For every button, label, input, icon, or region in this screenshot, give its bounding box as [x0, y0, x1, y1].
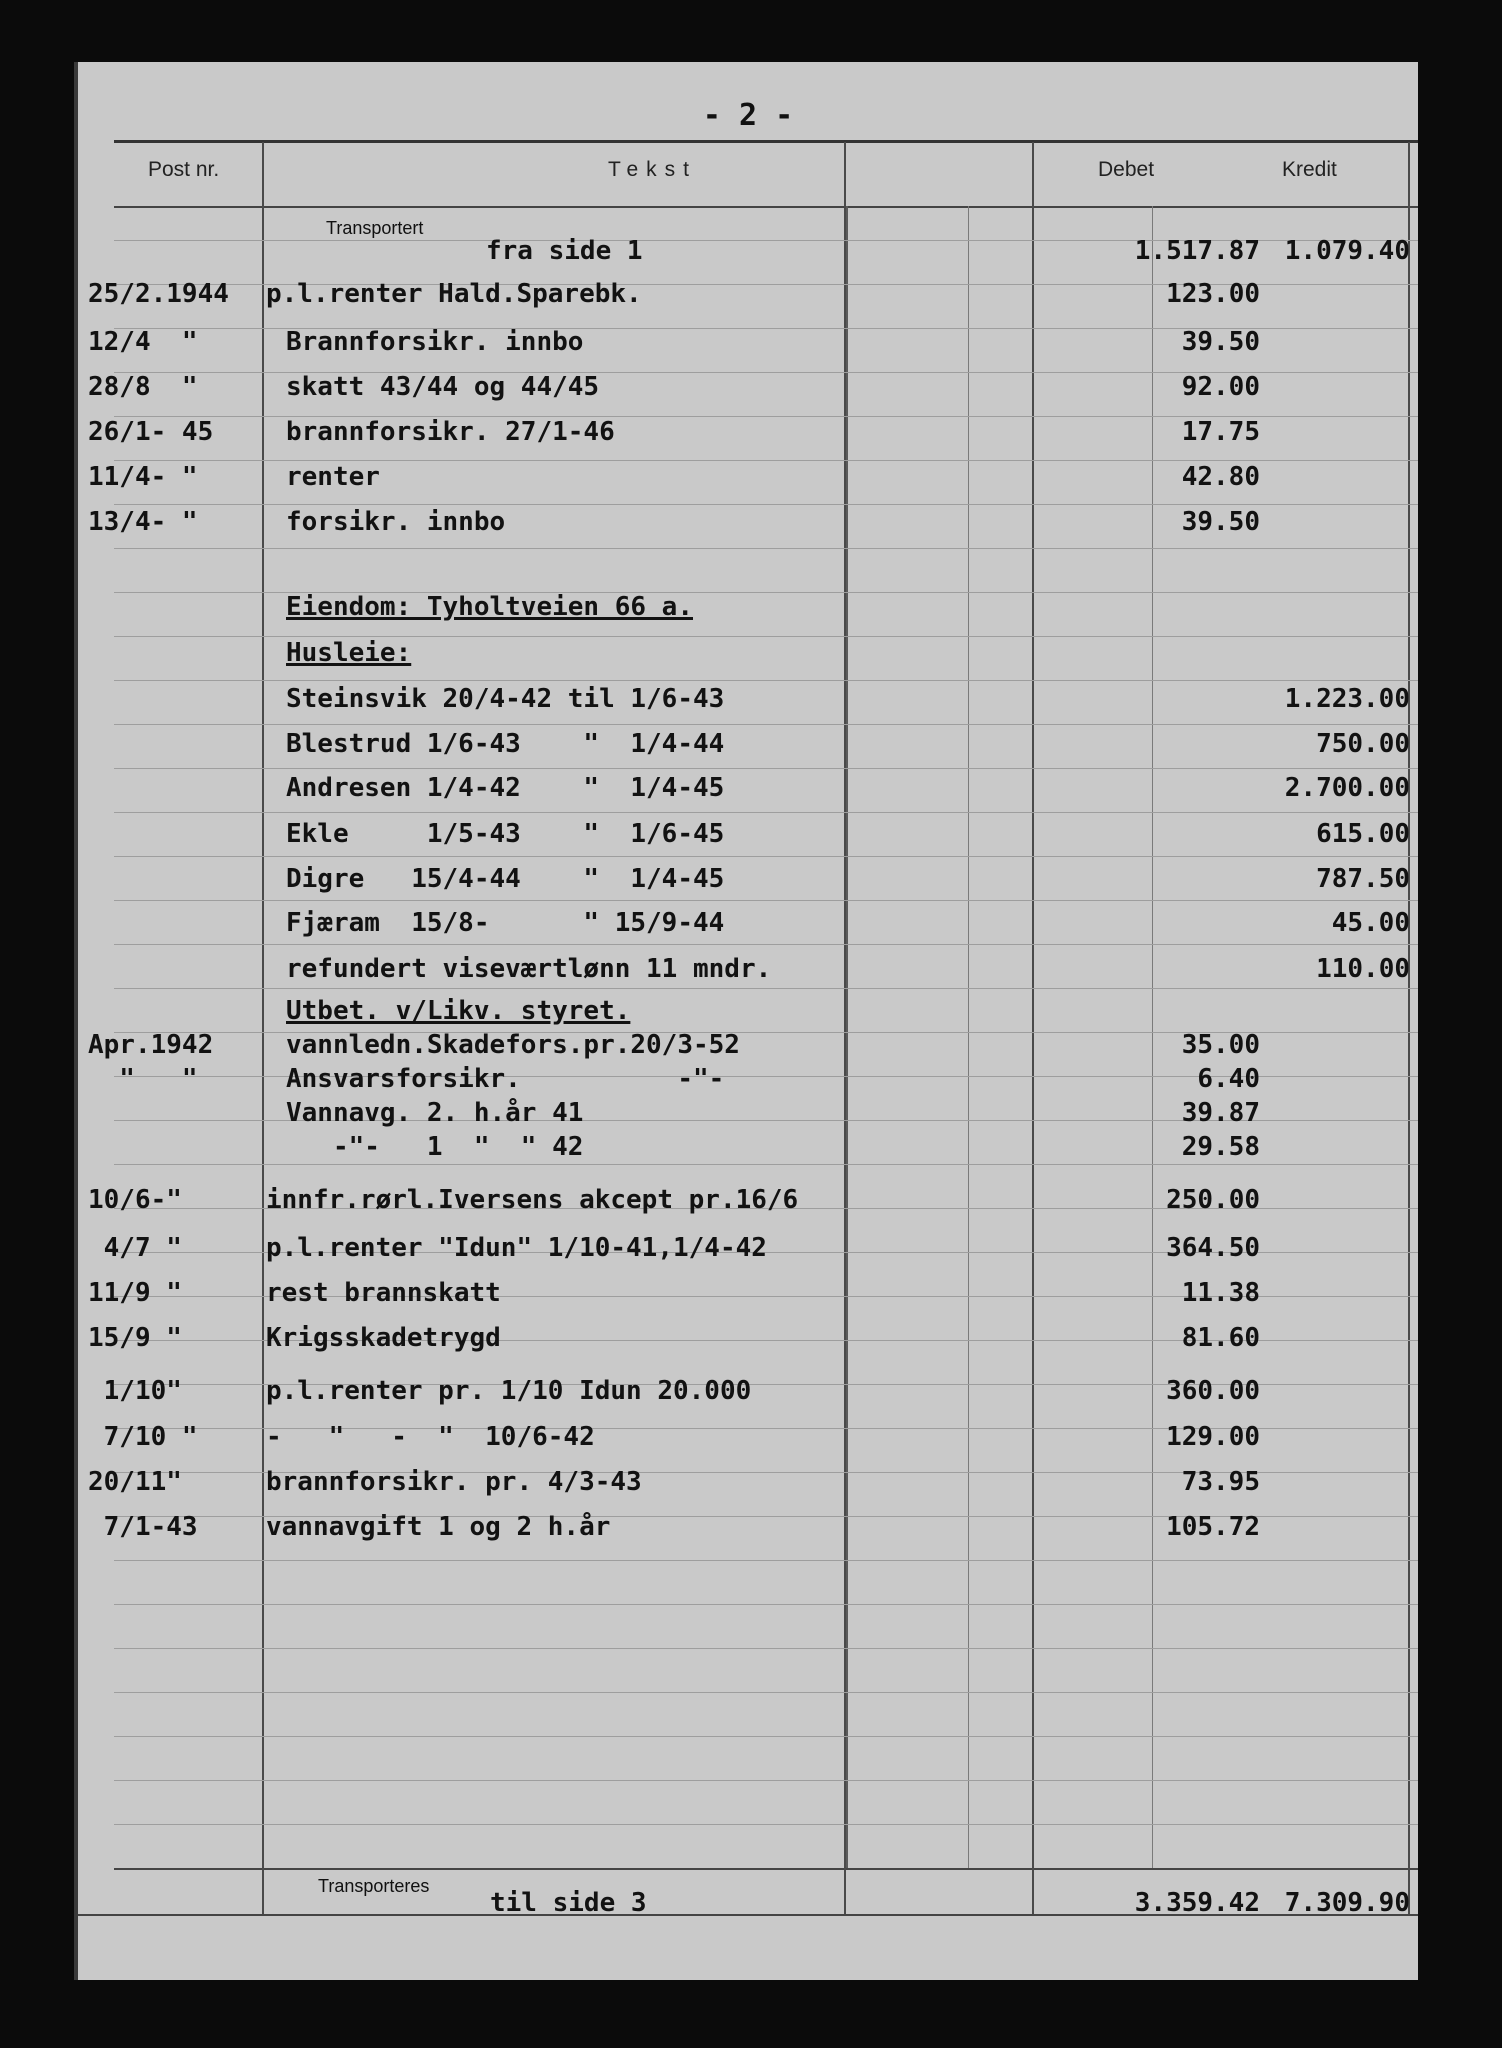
entry-debet: 35.00 — [1181, 1030, 1260, 1060]
entry-text: forsikr. innbo — [286, 507, 506, 537]
header-bottom-rule — [114, 206, 1418, 208]
ruled-line — [114, 900, 1418, 901]
entry-date: 15/9 " — [88, 1323, 182, 1353]
entry-debet: 39.50 — [1181, 327, 1260, 357]
header-top-rule — [114, 140, 1418, 143]
entry-kredit: 787.50 — [1316, 864, 1410, 894]
ruled-line — [114, 1164, 1418, 1165]
ruled-line — [114, 1824, 1418, 1825]
ruled-line — [114, 1560, 1418, 1561]
entry-date: 4/7 " — [88, 1233, 182, 1263]
ruled-line — [114, 1648, 1418, 1649]
entry-date: 11/9 " — [88, 1278, 182, 1308]
transport-out-debet: 3.359.42 — [1134, 1888, 1260, 1918]
tekst-subdivider-2 — [968, 206, 969, 1868]
entry-date: 13/4- " — [88, 507, 198, 537]
entry-text: vannavgift 1 og 2 h.år — [266, 1512, 611, 1542]
entry-date: " " — [88, 1064, 198, 1094]
ruled-line — [114, 724, 1418, 725]
entry-debet: 11.38 — [1181, 1278, 1260, 1308]
header-debet: Debet — [1098, 158, 1155, 181]
entry-text: brannforsikr. pr. 4/3-43 — [266, 1467, 642, 1497]
entry-debet: 360.00 — [1166, 1376, 1260, 1406]
ruled-line — [114, 812, 1418, 813]
ruled-line — [114, 680, 1418, 681]
ruled-line — [114, 1780, 1418, 1781]
entry-debet: 73.95 — [1181, 1467, 1260, 1497]
header-tekst: Tekst — [608, 158, 698, 181]
entry-date: 10/6-" — [88, 1185, 182, 1215]
entry-debet: 39.50 — [1181, 507, 1260, 537]
transport-in-label: Transportert — [326, 218, 424, 238]
entry-text: refundert viseværtlønn 11 mndr. — [286, 954, 772, 984]
entry-debet: 17.75 — [1181, 417, 1260, 447]
entry-text: p.l.renter pr. 1/10 Idun 20.000 — [266, 1376, 752, 1406]
header-post: Post nr. — [148, 158, 220, 181]
entry-kredit: 615.00 — [1316, 819, 1410, 849]
ruled-line — [114, 548, 1418, 549]
entry-date: 11/4- " — [88, 462, 198, 492]
entry-text: Digre 15/4-44 " 1/4-45 — [286, 864, 725, 894]
entry-kredit: 110.00 — [1316, 954, 1410, 984]
ruled-line — [114, 768, 1418, 769]
entry-debet: 250.00 — [1166, 1185, 1260, 1215]
entry-debet: 39.87 — [1181, 1098, 1260, 1128]
transport-in-kredit: 1.079.40 — [1284, 236, 1410, 266]
entry-text: p.l.renter "Idun" 1/10-41,1/4-42 — [266, 1233, 767, 1263]
entry-text: Krigsskadetrygd — [266, 1323, 501, 1353]
entry-text: brannforsikr. 27/1-46 — [286, 417, 615, 447]
entry-kredit: 45.00 — [1331, 908, 1410, 938]
entry-text: renter — [286, 462, 380, 492]
entry-date: 7/1-43 — [88, 1512, 198, 1542]
page-number: - 2 - — [702, 98, 794, 133]
entry-text: Ansvarsforsikr. -"- — [286, 1064, 725, 1094]
entry-debet: 42.80 — [1181, 462, 1260, 492]
footer-top-rule — [114, 1868, 1418, 1870]
ruled-line — [114, 460, 1418, 461]
ruled-line — [114, 636, 1418, 637]
header-kredit: Kredit — [1282, 158, 1337, 181]
ruled-line — [114, 856, 1418, 857]
entry-text: rest brannskatt — [266, 1278, 501, 1308]
entry-text: - " - " 10/6-42 — [266, 1422, 595, 1452]
ruled-line — [114, 504, 1418, 505]
entry-text: Steinsvik 20/4-42 til 1/6-43 — [286, 684, 725, 714]
entry-text: vannledn.Skadefors.pr.20/3-52 — [286, 1030, 740, 1060]
entry-text: Vannavg. 2. h.år 41 — [286, 1098, 584, 1128]
ruled-line — [114, 944, 1418, 945]
entry-date: 1/10" — [88, 1376, 182, 1406]
entry-debet: 364.50 — [1166, 1233, 1260, 1263]
entry-text: Ekle 1/5-43 " 1/6-45 — [286, 819, 725, 849]
entry-text: Brannforsikr. innbo — [286, 327, 584, 357]
transport-in-text: fra side 1 — [486, 236, 643, 266]
ruled-line — [114, 988, 1418, 989]
entry-date: 25/2.1944 — [88, 279, 229, 309]
ruled-line — [114, 1736, 1418, 1737]
transport-out-label: Transporteres — [318, 1876, 430, 1896]
entry-debet: 105.72 — [1166, 1512, 1260, 1542]
ruled-line — [114, 1604, 1418, 1605]
entry-text: innfr.rørl.Iversens akcept pr.16/6 — [266, 1185, 799, 1215]
entry-date: 20/11" — [88, 1467, 182, 1497]
entry-text: Blestrud 1/6-43 " 1/4-44 — [286, 729, 725, 759]
entry-date: 7/10 " — [88, 1422, 198, 1452]
entry-text: Eiendom: Tyholtveien 66 a. — [286, 592, 693, 622]
entry-date: 26/1- 45 — [88, 417, 214, 447]
entry-date: Apr.1942 — [88, 1030, 214, 1060]
transport-out-kredit: 7.309.90 — [1284, 1888, 1410, 1918]
ledger-sheet — [74, 62, 1418, 1980]
entry-kredit: 750.00 — [1316, 729, 1410, 759]
entry-debet: 92.00 — [1181, 372, 1260, 402]
tekst-subdivider-1 — [846, 206, 848, 1868]
entry-text: p.l.renter Hald.Sparebk. — [266, 279, 642, 309]
entry-text: Andresen 1/4-42 " 1/4-45 — [286, 773, 725, 803]
entry-debet: 81.60 — [1181, 1323, 1260, 1353]
entry-text: Husleie: — [286, 638, 412, 668]
entry-date: 12/4 " — [88, 327, 198, 357]
entry-text: skatt 43/44 og 44/45 — [286, 372, 600, 402]
transport-out-text: til side 3 — [490, 1888, 647, 1918]
entry-text: Utbet. v/Likv. styret. — [286, 996, 631, 1026]
entry-debet: 6.40 — [1197, 1064, 1260, 1094]
transport-in-debet: 1.517.87 — [1134, 236, 1260, 266]
entry-debet: 129.00 — [1166, 1422, 1260, 1452]
entry-debet: 29.58 — [1181, 1132, 1260, 1162]
entry-kredit: 2.700.00 — [1284, 773, 1410, 803]
entry-debet: 123.00 — [1166, 279, 1260, 309]
ruled-line — [114, 1692, 1418, 1693]
entry-text: Fjæram 15/8- " 15/9-44 — [286, 908, 725, 938]
entry-date: 28/8 " — [88, 372, 198, 402]
entry-kredit: 1.223.00 — [1284, 684, 1410, 714]
entry-text: -"- 1 " " 42 — [286, 1132, 584, 1162]
